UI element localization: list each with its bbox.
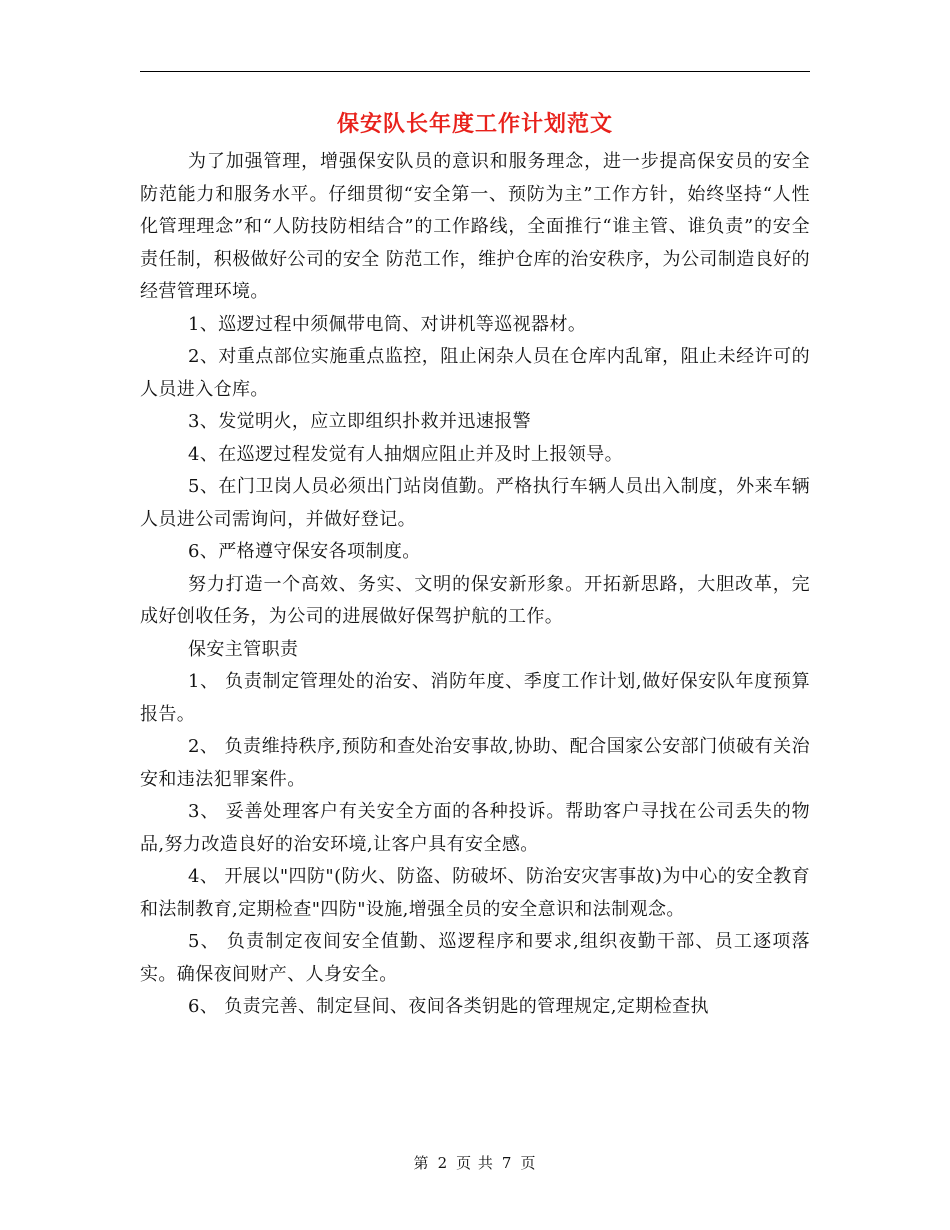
page-footer: [0, 1152, 950, 1173]
duty-item: 1、 负责制定管理处的治安、消防年度、季度工作计划,做好保安队年度预算报告。: [140, 671, 810, 725]
section-heading: 保安主管职责: [188, 638, 299, 660]
duty-item: 5、 负责制定夜间安全值勤、巡逻程序和要求,组织夜勤干部、员工逐项落实。确保夜间财产、人身安全。: [140, 931, 810, 985]
paragraph-item: 1、巡逻过程中须佩带电筒、对讲机等巡视器材。: [188, 313, 587, 335]
footer-label-page: 第: [413, 1154, 430, 1172]
page-title: 保安队长年度工作计划范文: [336, 111, 613, 137]
duty-item: 4、 开展以"四防"(防火、防盗、防破坏、防治安灾害事故)为中心的安全教育和法制教育,定期检查"四防"设施,增强全员的安全意识和法制观念。: [140, 866, 810, 920]
paragraph-item: 6、严格遵守保安各项制度。: [188, 541, 421, 562]
footer-label-of: 页 共: [456, 1154, 494, 1172]
header-rule: [140, 71, 810, 72]
duty-item: 2、 负责维持秩序,预防和查处治安事故,协助、配合国家公安部门侦破有关治安和违法犯罪案件。: [140, 736, 810, 790]
duty-item: 6、 负责完善、制定昼间、夜间各类钥匙的管理规定,定期检查执: [188, 996, 709, 1017]
footer-total-pages: 7: [501, 1154, 513, 1172]
document-body: [140, 146, 810, 1024]
duty-item: 3、 妥善处理客户有关安全方面的各种投诉。帮助客户寻找在公司丢失的物品,努力改造良好的治安环境,让客户具有安全感。: [140, 801, 810, 855]
paragraph-item: 3、发觉明火，应立即组织扑救并迅速报警: [188, 411, 532, 432]
paragraph-item: 5、在门卫岗人员必须出门站岗值勤。严格执行车辆人员出入制度，外来车辆人员进公司需询问，并做好登记。: [140, 476, 810, 530]
footer-label-pages: 页: [520, 1154, 537, 1172]
footer-current-page: 2: [437, 1154, 449, 1172]
paragraph-item: 4、在巡逻过程发觉有人抽烟应阻止并及时上报领导。: [188, 443, 624, 465]
paragraph-intro: 为了加强管理，增强保安队员的意识和服务理念，进一步提高保安员的安全防范能力和服务水平。仔细贯彻“安全第一、预防为主”工作方针，始终坚持“人性化管理理念”和“人防技防相结合”的工作路线，全面推行“谁主管、谁负责”的安全责任制，积极做好公司的安全 防范工作，维护仓库的治安秩序，为公司制造良好的经营管理环境。: [140, 151, 810, 302]
paragraph-item: 2、对重点部位实施重点监控，阻止闲杂人员在仓库内乱窜，阻止未经许可的人员进入仓库。: [140, 346, 810, 400]
paragraph-summary: 努力打造一个高效、务实、文明的保安新形象。开拓新思路，大胆改革，完成好创收任务，为公司的进展做好保驾护航的工作。: [140, 573, 810, 627]
